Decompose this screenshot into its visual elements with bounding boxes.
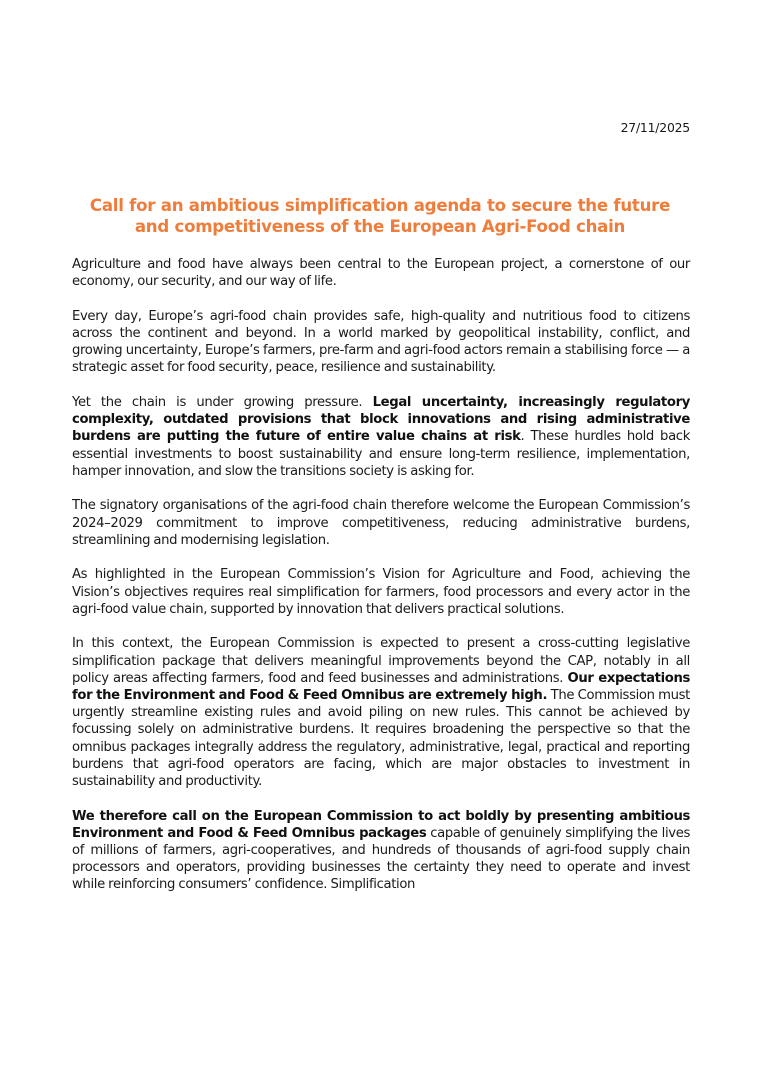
paragraph-tail: capable of genuinely simplifying the lives of millions of farmers, agri-cooperatives, and hundreds of thousands of agri-food supply chain processors and operators, providing businesses the certainty they need to operate and invest while reinforcing consumers’ confidence. Simplification [72, 825, 690, 893]
paragraph-signatories [72, 497, 690, 549]
title-line-2: and competitiveness of the European Agri-Food chain [134, 217, 626, 236]
paragraph-emphasis: Our expectations for the Environment and Food & Feed Omnibus are extremely high. [72, 670, 690, 704]
document-date: 27/11/2025 [620, 120, 690, 135]
paragraph-tail: . These hurdles hold back essential investments to boost sustainability and ensure long-term resilience, implementation, hamper innovation, and slow the transitions society is asking for. [72, 429, 690, 479]
paragraph-context [72, 635, 690, 790]
paragraph-agri-food-chain [72, 308, 690, 377]
paragraph-pressure [72, 394, 690, 480]
paragraph-text: As highlighted in the European Commission’s Vision for Agriculture and Food, achieving the Vision’s objectives requires real simplification for farmers, food processors and every actor in the agri-food value chain, supported by innovation that delivers practical solutions. [72, 567, 690, 617]
title-line-1: Call for an ambitious simplification agenda to secure the future [89, 196, 671, 215]
paragraph-lead: In this context, the European Commission is expected to present a cross-cutting legislative simplification package that delivers meaningful improvements beyond the CAP, notably in all policy areas affecting farmers, food and feed businesses and administrations. [72, 636, 690, 686]
paragraph-vision [72, 566, 690, 618]
paragraph-tail: The Commission must urgently streamline existing rules and avoid piling on new rules. This cannot be achieved by focussing solely on administrative burdens. It requires broadening the perspective so that the omnibus packages integrally address the regulatory, administrative, legal, practical and reporting burdens that agri-food operators are facing, which are major obstacles to investment in sustainability and productivity. [72, 688, 690, 790]
paragraph-emphasis: We therefore call on the European Commission to act boldly by presenting ambitious Environment and Food & Feed Omnibus packages [72, 808, 690, 841]
paragraph-text: The signatory organisations of the agri-food chain therefore welcome the European Commission’s 2024–2029 commitment to improve competitiveness, reducing administrative burdens, streamlining and modernising legislation. [72, 498, 690, 548]
paragraph-call-to-action [72, 808, 690, 894]
paragraph-text: Agriculture and food have always been central to the European project, a cornerstone of our economy, our security, and our way of life. [72, 257, 690, 290]
paragraph-emphasis: Legal uncertainty, increasingly regulatory complexity, outdated provisions that block innovations and rising administrative burdens are putting the future of entire value chains at risk [72, 395, 690, 445]
paragraph-lead: Yet the chain is under growing pressure. [72, 395, 373, 410]
document-body [72, 256, 690, 894]
paragraph-text: Every day, Europe’s agri-food chain provides safe, high-quality and nutritious food to citizens across the continent and beyond. In a world marked by geopolitical instability, conflict, and growing uncertainty, Europe’s farmers, pre-farm and agri-food actors remain a stabilising force — a strategic asset for food security, peace, resilience and sustainability. [72, 308, 690, 376]
document-title [60, 195, 700, 237]
paragraph-intro [72, 256, 690, 290]
